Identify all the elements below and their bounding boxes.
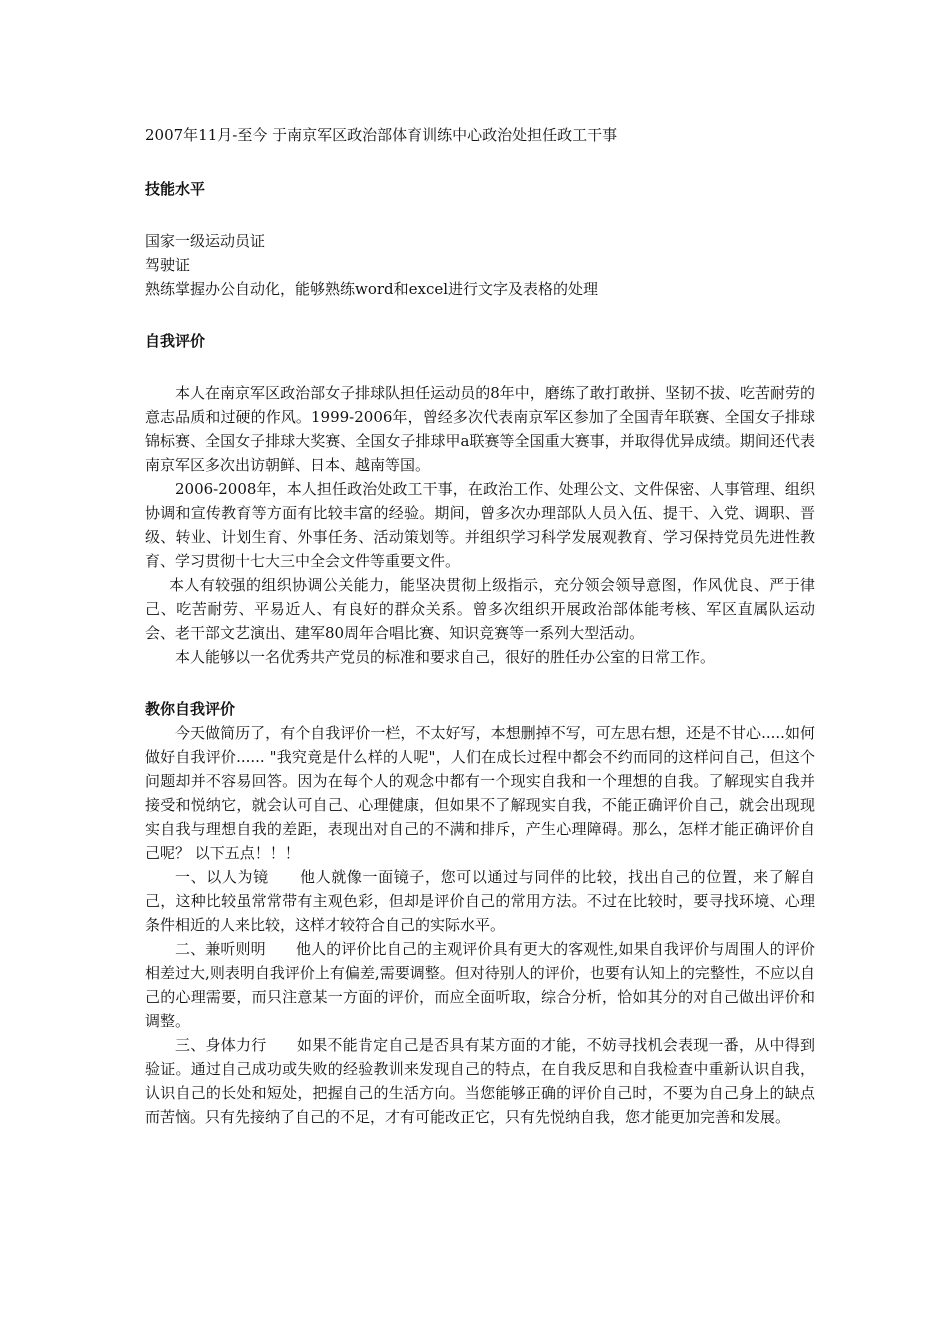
self-evaluation-heading: 自我评价 [145,332,206,350]
teach-paragraph: 一、以人为镜 他人就像一面镜子，您可以通过与同伴的比较，找出自己的位置，来了解自己，这种比较虽常常带有主观色彩，但却是评价自己的常用方法。不过在比较时，要寻找环境、心理条件相近的人来比较，这样才较符合自己的实际水平。 [145,868,815,934]
teach-paragraph: 二、兼听则明 他人的评价比自己的主观评价具有更大的客观性,如果自我评价与周围人的评价相差过大,则表明自我评价上有偏差,需要调整。但对待别人的评价，也要有认知上的完整性，不应以自己的心理需要，而只注意某一方面的评价，而应全面听取，综合分析，恰如其分的对自己做出评价和调整。 [145,940,815,1030]
skill-item: 驾驶证 [145,256,191,274]
skill-item: 熟练掌握办公自动化，能够熟练word和excel进行文字及表格的处理 [145,280,599,298]
self-evaluation-paragraph: 2006-2008年，本人担任政治处政工干事，在政治工作、处理公文、文件保密、人事管理、组织协调和宣传教育等方面有比较丰富的经验。期间，曾多次办理部队人员入伍、提干、入党、调职、晋级、转业、计划生育、外事任务、活动策划等。并组织学习科学发展观教育、学习保持党员先进性教育、学习贯彻十七大三中全会文件等重要文件。 [145,480,815,570]
teach-paragraph: 三、身体力行 如果不能肯定自己是否具有某方面的才能，不妨寻找机会表现一番，从中得到验证。通过自己成功或失败的经验教训来发现自己的特点，在自我反思和自我检查中重新认识自我，认识自己的长处和短处，把握自己的生活方向。当您能够正确的评价自己时，不要为自己身上的缺点而苦恼。只有先接纳了自己的不足，才有可能改正它，只有先悦纳自我，您才能更加完善和发展。 [145,1036,815,1126]
self-evaluation-paragraph: 本人有较强的组织协调公关能力，能坚决贯彻上级指示，充分领会领导意图，作风优良、严于律己、吃苦耐劳、平易近人、有良好的群众关系。曾多次组织开展政治部体能考核、军区直属队运动会、老干部文艺演出、建军80周年合唱比赛、知识竞赛等一系列大型活动。 [145,576,815,642]
teach-paragraph: 今天做简历了，有个自我评价一栏，不太好写，本想删掉不写，可左思右想，还是不甘心.....如何做好自我评价...... "我究竟是什么样的人呢"，人们在成长过程中都会不约而同的这样问自己，但这个问题却并不容易回答。因为在每个人的观念中都有一个现实自我和一个理想的自我。了解现实自我并接受和悦纳它，就会认可自己、心理健康，但如果不了解现实自我，不能正确评价自己，就会出现现实自我与理想自我的差距，表现出对自己的不满和排斥，产生心理障碍。那么，怎样才能正确评价自己呢？ 以下五点！！！ [145,724,815,862]
skills-heading: 技能水平 [145,180,206,198]
self-evaluation-paragraph: 本人在南京军区政治部女子排球队担任运动员的8年中，磨练了敢打敢拼、坚韧不拔、吃苦耐劳的意志品质和过硬的作风。1999-2006年，曾经多次代表南京军区参加了全国青年联赛、全国女子排球锦标赛、全国女子排球大奖赛、全国女子排球甲a联赛等全国重大赛事，并取得优异成绩。期间还代表南京军区多次出访朝鲜、日本、越南等国。 [145,384,815,474]
document-body [145,123,815,1129]
skill-item: 国家一级运动员证 [145,232,266,250]
work-experience-line: 2007年11月-至今 于南京军区政治部体育训练中心政治处担任政工干事 [145,126,618,144]
self-evaluation-paragraph: 本人能够以一名优秀共产党员的标准和要求自己，很好的胜任办公室的日常工作。 [175,648,716,666]
teach-self-evaluation-heading: 教你自我评价 [145,700,236,718]
